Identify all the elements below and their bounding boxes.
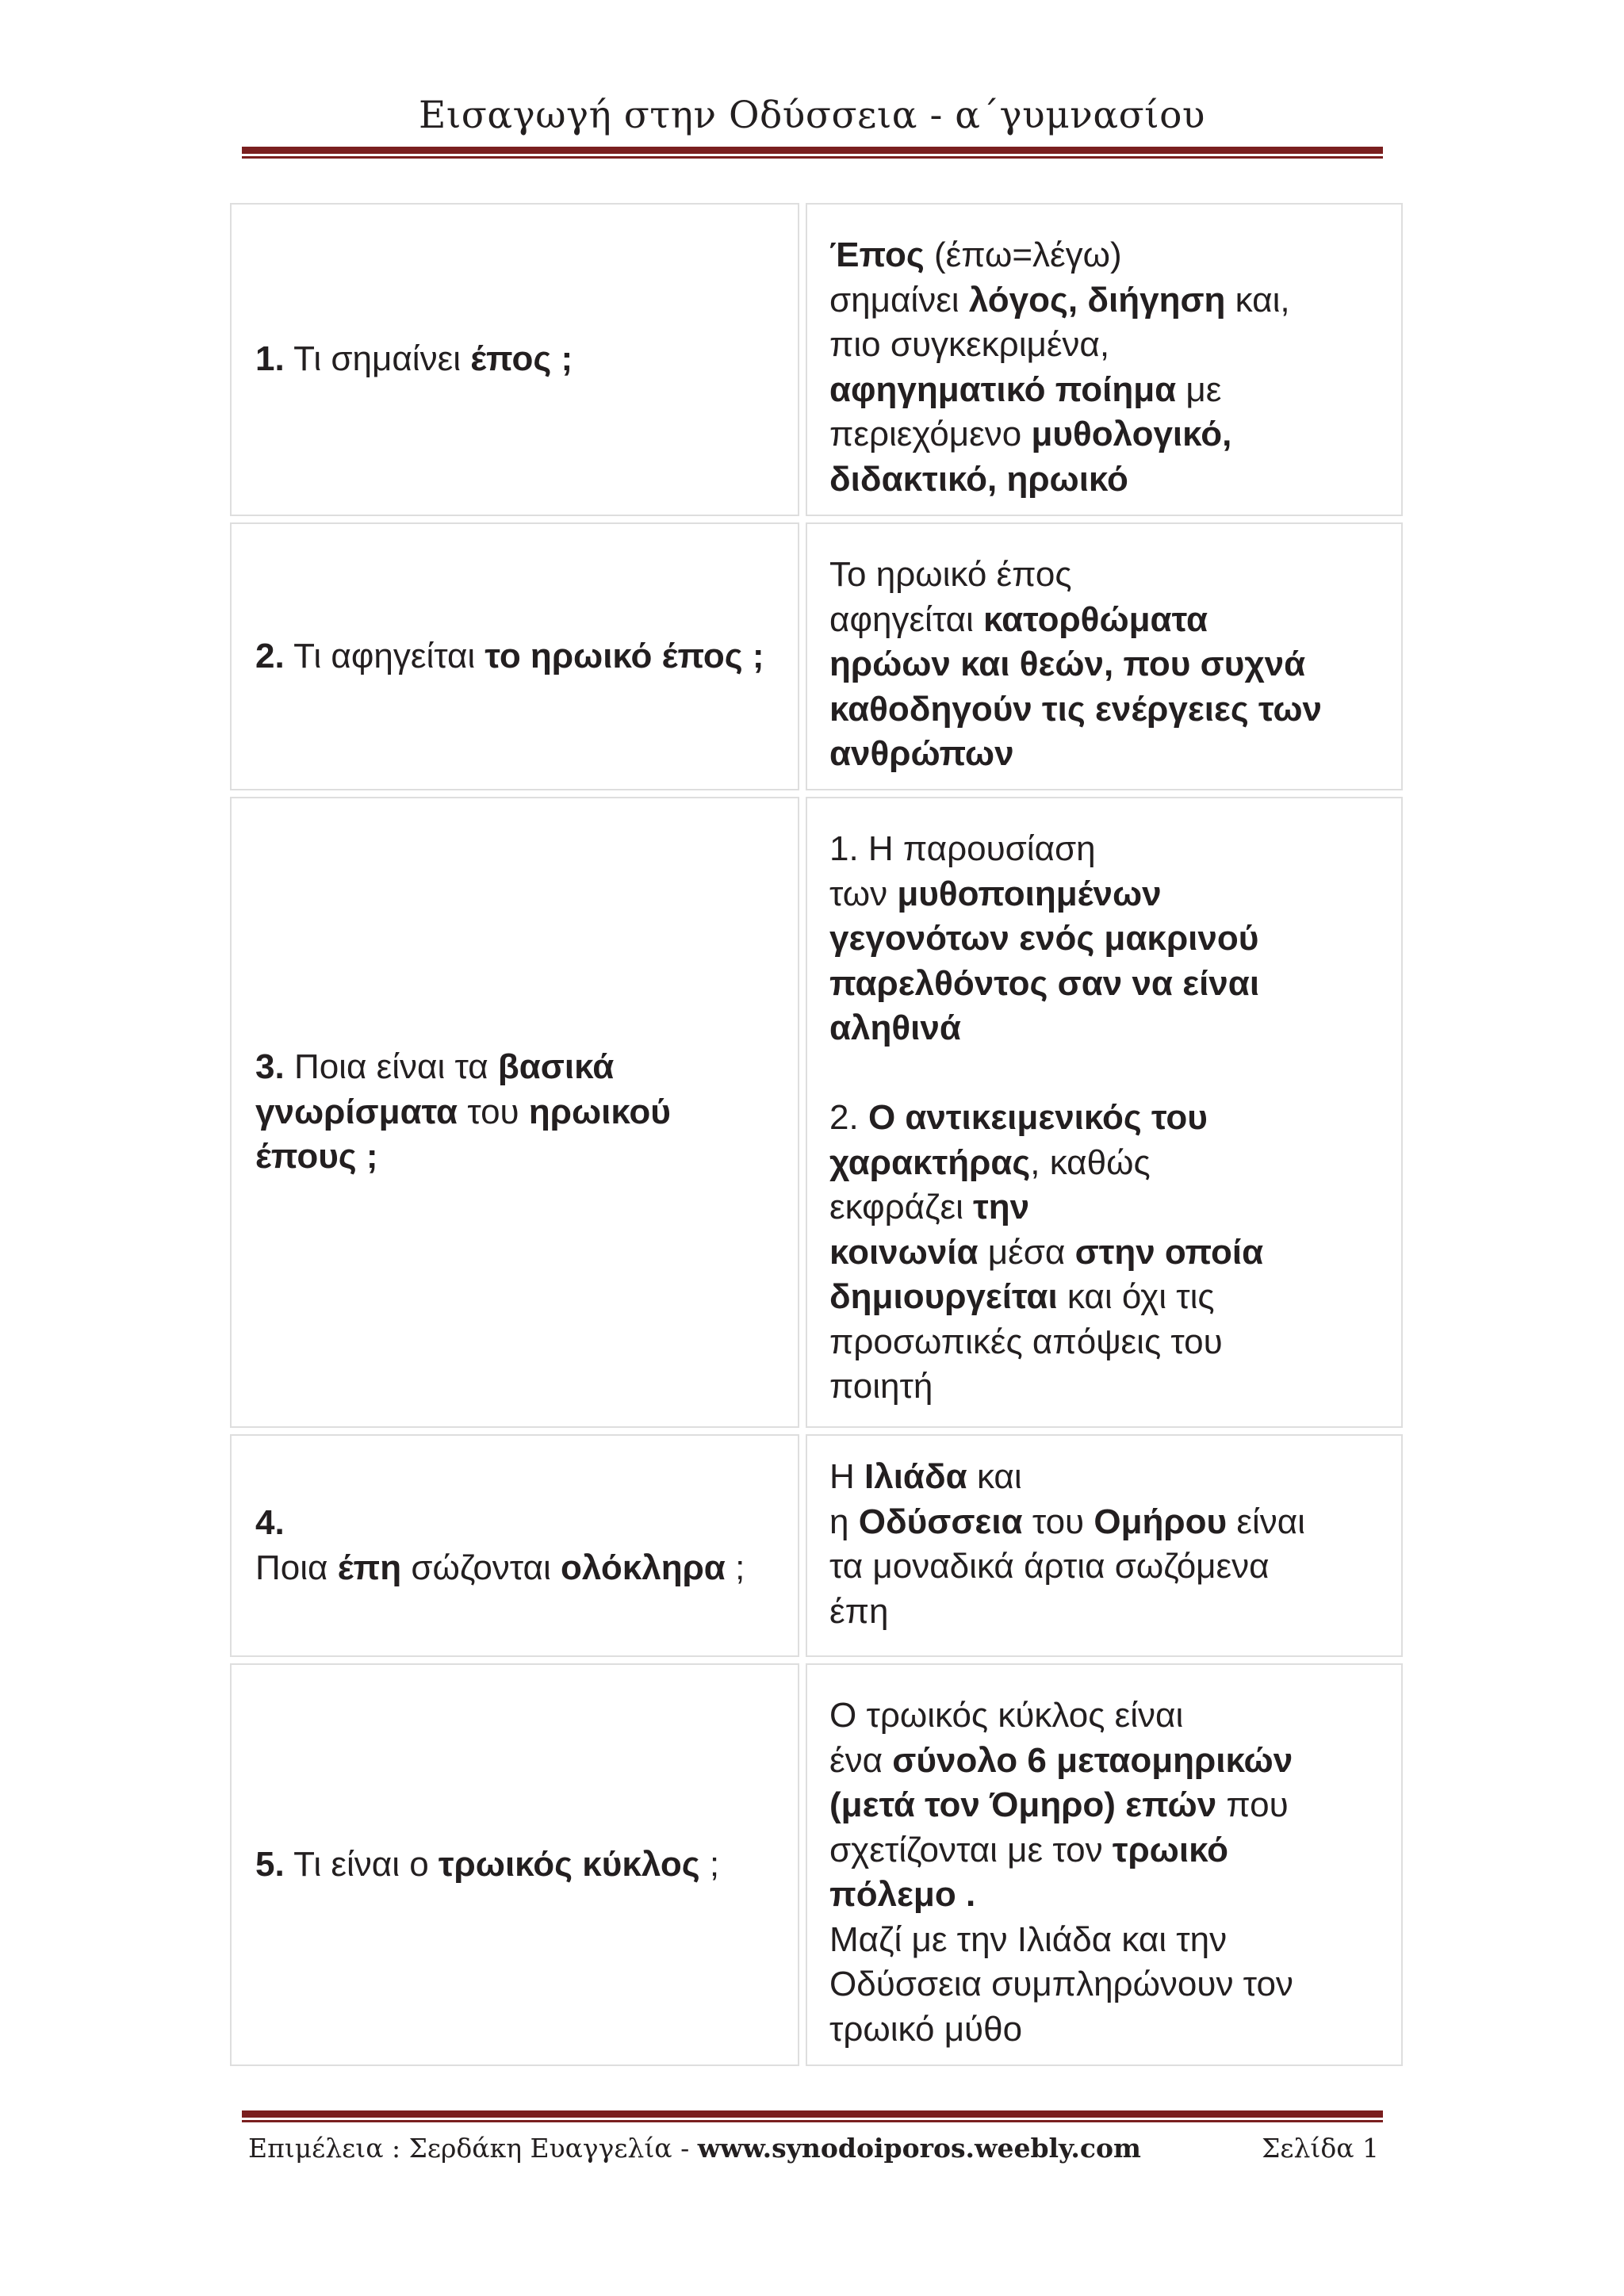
answer-keyword: (μετά τον Όμηρο) επών (829, 1785, 1217, 1824)
answer-line (829, 687, 1379, 733)
answer-fragment: Η (829, 1457, 855, 1496)
answer-fragment: σχετίζονται με τον (829, 1830, 1103, 1869)
question-keyword: το ηρωικό έπος ; (485, 636, 764, 675)
answer-keyword: ηρώων και θεών, που συχνά (829, 645, 1306, 683)
footer-author: Επιμέλεια : Σερδάκη Ευαγγελία - (248, 2133, 690, 2164)
paragraph-gap (829, 1051, 1379, 1096)
question-keyword: έπους ; (255, 1137, 378, 1177)
answer-keyword: γεγονότων ενός μακρινού (829, 919, 1259, 958)
answer-keyword: παρελθόντος σαν να είναι (829, 963, 1260, 1003)
answer-line (829, 1275, 1379, 1320)
footer-url: www.synodoiporos.weebly.com (697, 2133, 1141, 2164)
question-cell-4 (230, 1434, 799, 1657)
answer-keyword: τρωικό (1112, 1830, 1229, 1869)
question-keyword: ηρωικού (528, 1092, 671, 1131)
question-fragment: σώζονται (411, 1548, 551, 1587)
answer-line (829, 1006, 1379, 1051)
answer-line: ποιητή (829, 1367, 933, 1406)
answer-cell-4 (806, 1434, 1403, 1657)
answer-keyword: Ομήρου (1094, 1502, 1228, 1541)
question-fragment: Ποια είναι τα (293, 1047, 488, 1087)
answer-line: 1. Η παρουσίαση (829, 829, 1096, 868)
answer-line: τα μοναδικά άρτια σωζόμενα (829, 1547, 1270, 1586)
answer-fragment: περιεχόμενο (829, 415, 1022, 453)
answer-cell-5 (806, 1663, 1403, 2066)
answer-line (829, 1230, 1379, 1276)
table-row (230, 203, 1403, 516)
answer-keyword: Ο αντικειμενικός του (868, 1098, 1208, 1137)
answer-line: Οδύσσεια συμπληρώνουν τον (829, 1965, 1293, 2003)
answer-fragment: των (829, 874, 888, 913)
question-keyword: ολόκληρα (561, 1548, 726, 1587)
answer-keyword: λόγος, (968, 280, 1078, 320)
question-keyword: έπος ; (470, 339, 573, 379)
question-fragment: ; (735, 1548, 745, 1587)
answer-keyword: την (973, 1188, 1030, 1226)
answer-fragment: ένα (829, 1740, 883, 1780)
answer-line (829, 1783, 1379, 1828)
answer-fragment: που (1226, 1785, 1289, 1824)
answer-line (829, 598, 1379, 643)
answer-line (829, 642, 1379, 687)
question-fragment: Τι είναι ο (293, 1844, 429, 1884)
answer-line (829, 1739, 1379, 1784)
answer-fragment: με (1185, 369, 1222, 409)
answer-line (829, 1185, 1379, 1230)
answer-keyword: Έπος (829, 235, 925, 274)
answer-line: Το ηρωικό έπος (829, 555, 1072, 594)
question-number: 1. (255, 339, 285, 379)
qa-table (230, 203, 1403, 2072)
answer-fragment: (έπω=λέγω) (934, 235, 1122, 274)
answer-line (829, 412, 1379, 457)
answer-line (829, 368, 1379, 413)
answer-line (829, 1141, 1379, 1186)
answer-keyword: Ιλιάδα (864, 1457, 967, 1496)
answer-cell-2 (806, 522, 1403, 790)
question-fragment: Ποια (255, 1548, 328, 1587)
answer-fragment: είναι (1236, 1502, 1305, 1541)
answer-fragment: σημαίνει (829, 280, 959, 320)
question-text (255, 337, 573, 382)
question-text (255, 1045, 671, 1180)
question-cell-3 (230, 797, 799, 1428)
header-divider (242, 147, 1383, 159)
question-keyword: γνωρίσματα (255, 1092, 458, 1131)
question-number: 2. (255, 636, 285, 675)
question-text (255, 634, 764, 679)
question-cell-1 (230, 203, 799, 516)
question-fragment: Τι σημαίνει (293, 339, 461, 379)
answer-cell-3 (806, 797, 1403, 1428)
answer-fragment: μέσα (987, 1232, 1066, 1272)
answer-keyword: διήγηση (1087, 280, 1226, 320)
table-row (230, 1434, 1403, 1657)
answer-line (829, 1096, 1379, 1141)
answer-keyword: στην οποία (1074, 1232, 1264, 1272)
question-text (255, 1843, 719, 1888)
question-text (255, 1501, 745, 1590)
answer-fragment: και, (1235, 280, 1290, 320)
question-keyword: βασικά (497, 1047, 615, 1087)
question-fragment: Τι αφηγείται (293, 636, 476, 675)
question-keyword: έπη (337, 1548, 402, 1587)
answer-line (829, 916, 1379, 962)
answer-keyword: καθοδηγούν τις ενέργειες των (829, 689, 1323, 729)
answer-line: Ο τρωικός κύκλος είναι (829, 1696, 1184, 1735)
answer-keyword: κοινωνία (829, 1232, 979, 1272)
answer-line (829, 872, 1379, 917)
page-number: Σελίδα 1 (1262, 2133, 1379, 2164)
answer-keyword: μυθολογικό, (1031, 415, 1232, 453)
answer-line: έπη (829, 1591, 889, 1631)
table-row (230, 522, 1403, 790)
answer-line (829, 1828, 1379, 1873)
answer-line (829, 732, 1379, 777)
answer-keyword: κατορθώματα (983, 599, 1208, 639)
table-row (230, 797, 1403, 1428)
answer-keyword: μυθοποιημένων (897, 874, 1162, 913)
answer-line (829, 233, 1379, 278)
answer-fragment: και (976, 1457, 1022, 1496)
answer-line: Μαζί με την Ιλιάδα και την (829, 1919, 1228, 1959)
answer-line: προσωπικές απόψεις του (829, 1322, 1223, 1361)
answer-fragment: του (1032, 1502, 1085, 1541)
question-cell-2 (230, 522, 799, 790)
footer-credit (248, 2133, 1141, 2164)
question-keyword: τρωικός κύκλος (438, 1844, 700, 1884)
answer-fragment: η (829, 1502, 849, 1541)
question-number: 5. (255, 1844, 285, 1884)
answer-fragment: εκφράζει (829, 1188, 963, 1226)
page-title: Εισαγωγή στην Οδύσσεια - α΄γυμνασίου (419, 94, 1205, 137)
answer-cell-1 (806, 203, 1403, 516)
question-number: 3. (255, 1047, 285, 1087)
answer-keyword: διδακτικό, ηρωικό (829, 459, 1128, 499)
answer-line (829, 457, 1379, 503)
answer-keyword: Οδύσσεια (858, 1502, 1023, 1541)
answer-fragment: αφηγείται (829, 599, 974, 639)
answer-keyword: πόλεμο . (829, 1875, 976, 1914)
answer-keyword: σύνολο 6 μεταομηρικών (892, 1740, 1293, 1780)
answer-fragment: 2. (829, 1098, 859, 1137)
answer-line (829, 1873, 1379, 1918)
answer-line: τρωικό μύθο (829, 2009, 1023, 2049)
table-row (230, 1663, 1403, 2066)
answer-line (829, 1455, 1379, 1500)
question-cell-5 (230, 1663, 799, 2066)
question-number: 4. (255, 1503, 285, 1542)
question-fragment: του (467, 1092, 519, 1131)
answer-keyword: χαρακτήρας (829, 1142, 1031, 1182)
answer-line (829, 962, 1379, 1007)
answer-keyword: αφηγηματικό ποίημα (829, 369, 1177, 409)
footer-divider (242, 2110, 1383, 2122)
question-fragment: ; (709, 1844, 720, 1884)
answer-keyword: ανθρώπων (829, 734, 1014, 773)
answer-keyword: δημιουργείται (829, 1277, 1058, 1316)
answer-keyword: αληθινά (829, 1008, 961, 1047)
answer-fragment: και όχι τις (1067, 1277, 1215, 1316)
answer-line: πιο συγκεκριμένα, (829, 325, 1110, 364)
answer-line (829, 278, 1379, 323)
answer-fragment: , καθώς (1030, 1142, 1151, 1182)
answer-line (829, 1500, 1379, 1545)
